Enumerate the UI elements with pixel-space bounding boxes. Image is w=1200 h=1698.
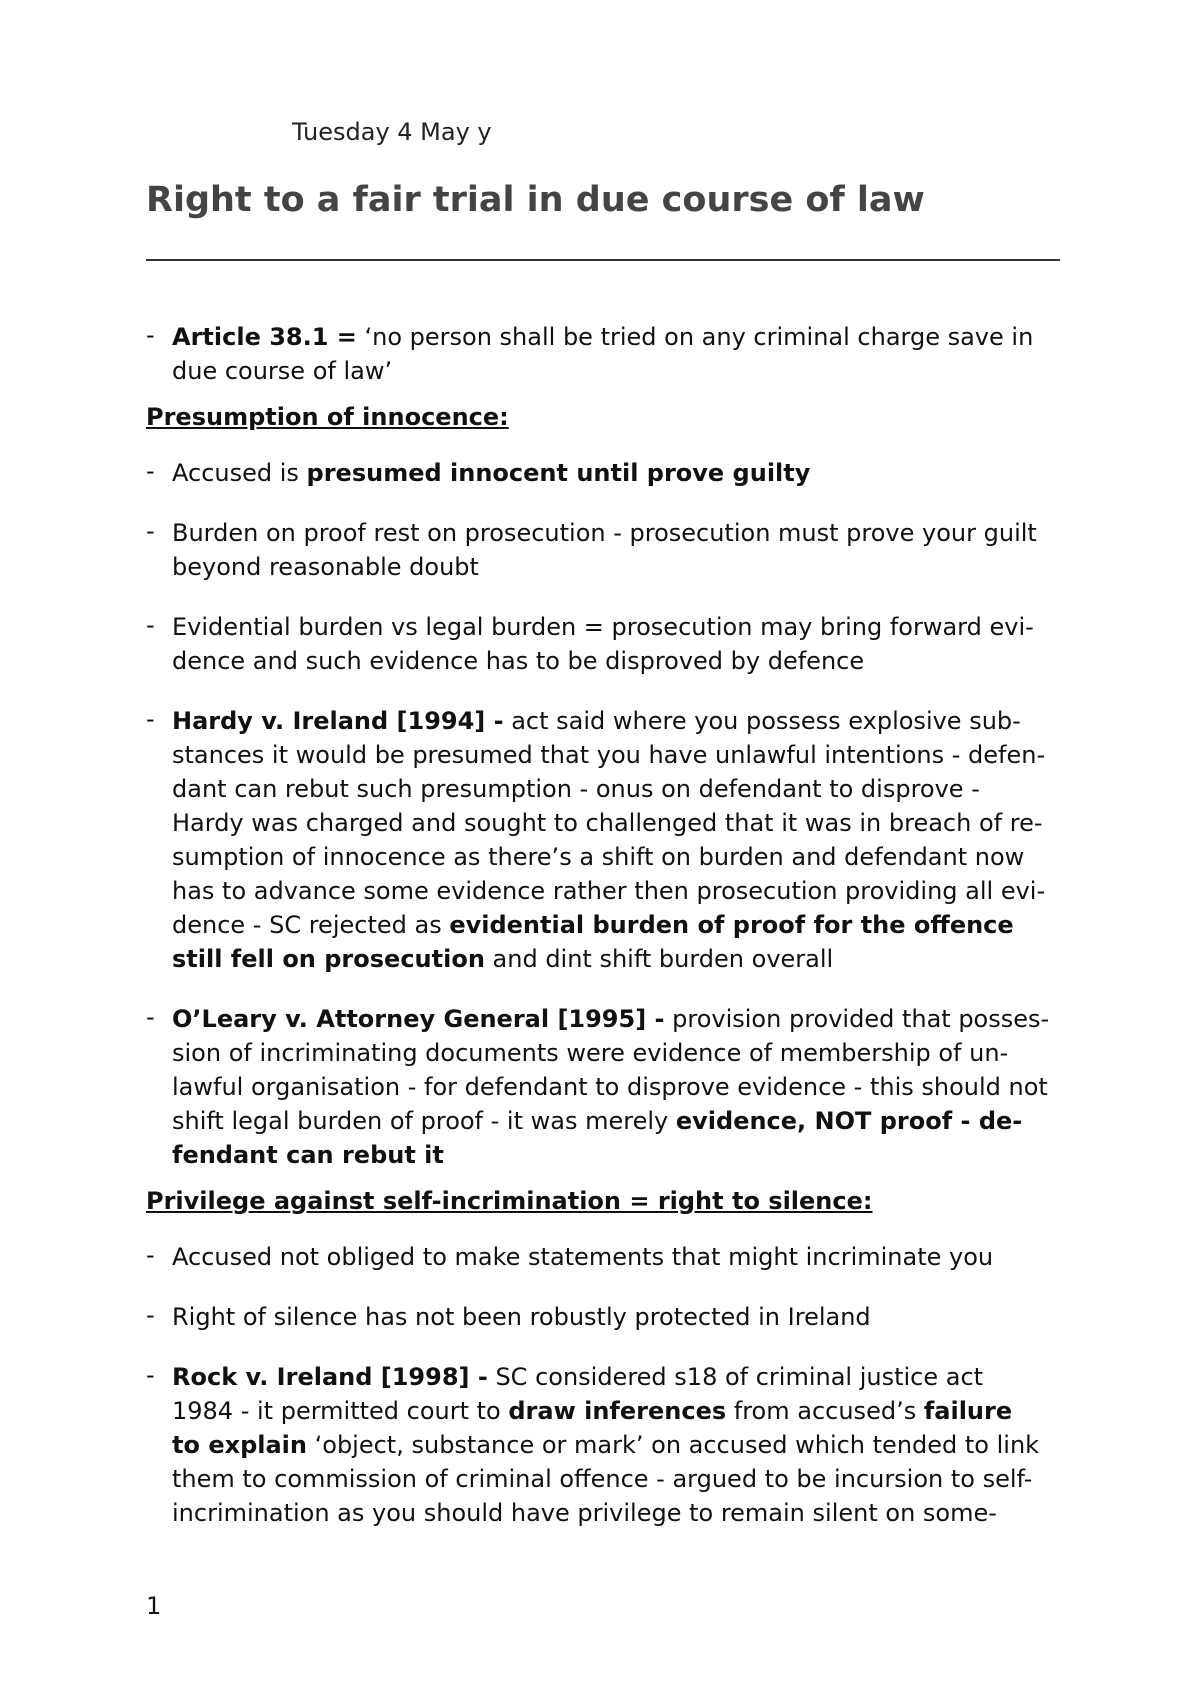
bullet-dash: - bbox=[146, 457, 155, 485]
list-item: - Rock v. Ireland [1998] - SC considered s18 of criminal justice act 1984 - it permitted court to draw inferences from accused’s failure to explain ‘object, substance or mark’ on accused which tended to link them to commission of criminal offence - argued to be incursion to self- incrimination as you should have privilege to remain silent on some- bbox=[146, 1360, 1066, 1530]
list-item: - Article 38.1 = ‘no person shall be tried on any criminal charge save in due course of law’ bbox=[146, 320, 1066, 388]
case-reference: Hardy v. Ireland [1994] - bbox=[172, 707, 504, 735]
list-item: - Right of silence has not been robustly protected in Ireland bbox=[146, 1300, 1066, 1334]
section-heading: Presumption of innocence: bbox=[146, 403, 509, 431]
case-reference: Rock v. Ireland [1998] - bbox=[172, 1363, 488, 1391]
bullet-dash: - bbox=[146, 1361, 155, 1389]
bullet-dash: - bbox=[146, 1003, 155, 1031]
list-item: - Accused not obliged to make statements that might incriminate you bbox=[146, 1240, 1066, 1274]
bullet-dash: - bbox=[146, 517, 155, 545]
bullet-dash: - bbox=[146, 611, 155, 639]
case-reference: O’Leary v. Attorney General [1995] - bbox=[172, 1005, 665, 1033]
bullet-dash: - bbox=[146, 1301, 155, 1329]
page-title: Right to a fair trial in due course of law bbox=[146, 180, 925, 220]
list-item: - Evidential burden vs legal burden = prosecution may bring forward evi- dence and such evidence has to be disproved by defence bbox=[146, 610, 1066, 678]
list-item: - Accused is presumed innocent until prove guilty bbox=[146, 456, 1066, 490]
list-item: - O’Leary v. Attorney General [1995] - provision provided that posses- sion of incriminating documents were evidence of membership of un- lawful organisation - for defendant to disprove evidence - this should not shift legal burden of proof - it was merely evidence, NOT proof - de- fendant can rebut it bbox=[146, 1002, 1066, 1172]
document-date: Tuesday 4 May y bbox=[292, 118, 492, 146]
page-number: 1 bbox=[146, 1592, 162, 1620]
list-item: - Hardy v. Ireland [1994] - act said where you possess explosive sub- stances it would be presumed that you have unlawful intentions - defen- dant can rebut such presumption - onus on defendant to disprove - Hardy was charged and sought to challenged that it was in breach of re- sumption of innocence as there’s a shift on burden and defendant now has to advance some evidence rather then prosecution providing all evi- dence - SC rejected as evidential burden of proof for the offence still fell on prosecution and dint shift burden overall bbox=[146, 704, 1066, 976]
bullet-dash: - bbox=[146, 1241, 155, 1269]
list-item: - Burden on proof rest on prosecution - prosecution must prove your guilt beyond reasonable doubt bbox=[146, 516, 1066, 584]
section-heading: Privilege against self-incrimination = right to silence: bbox=[146, 1187, 873, 1215]
bullet-dash: - bbox=[146, 705, 155, 733]
document-body bbox=[146, 320, 1066, 1556]
case-reference: Article 38.1 = bbox=[172, 323, 357, 351]
bullet-dash: - bbox=[146, 321, 155, 349]
title-divider bbox=[146, 259, 1060, 261]
